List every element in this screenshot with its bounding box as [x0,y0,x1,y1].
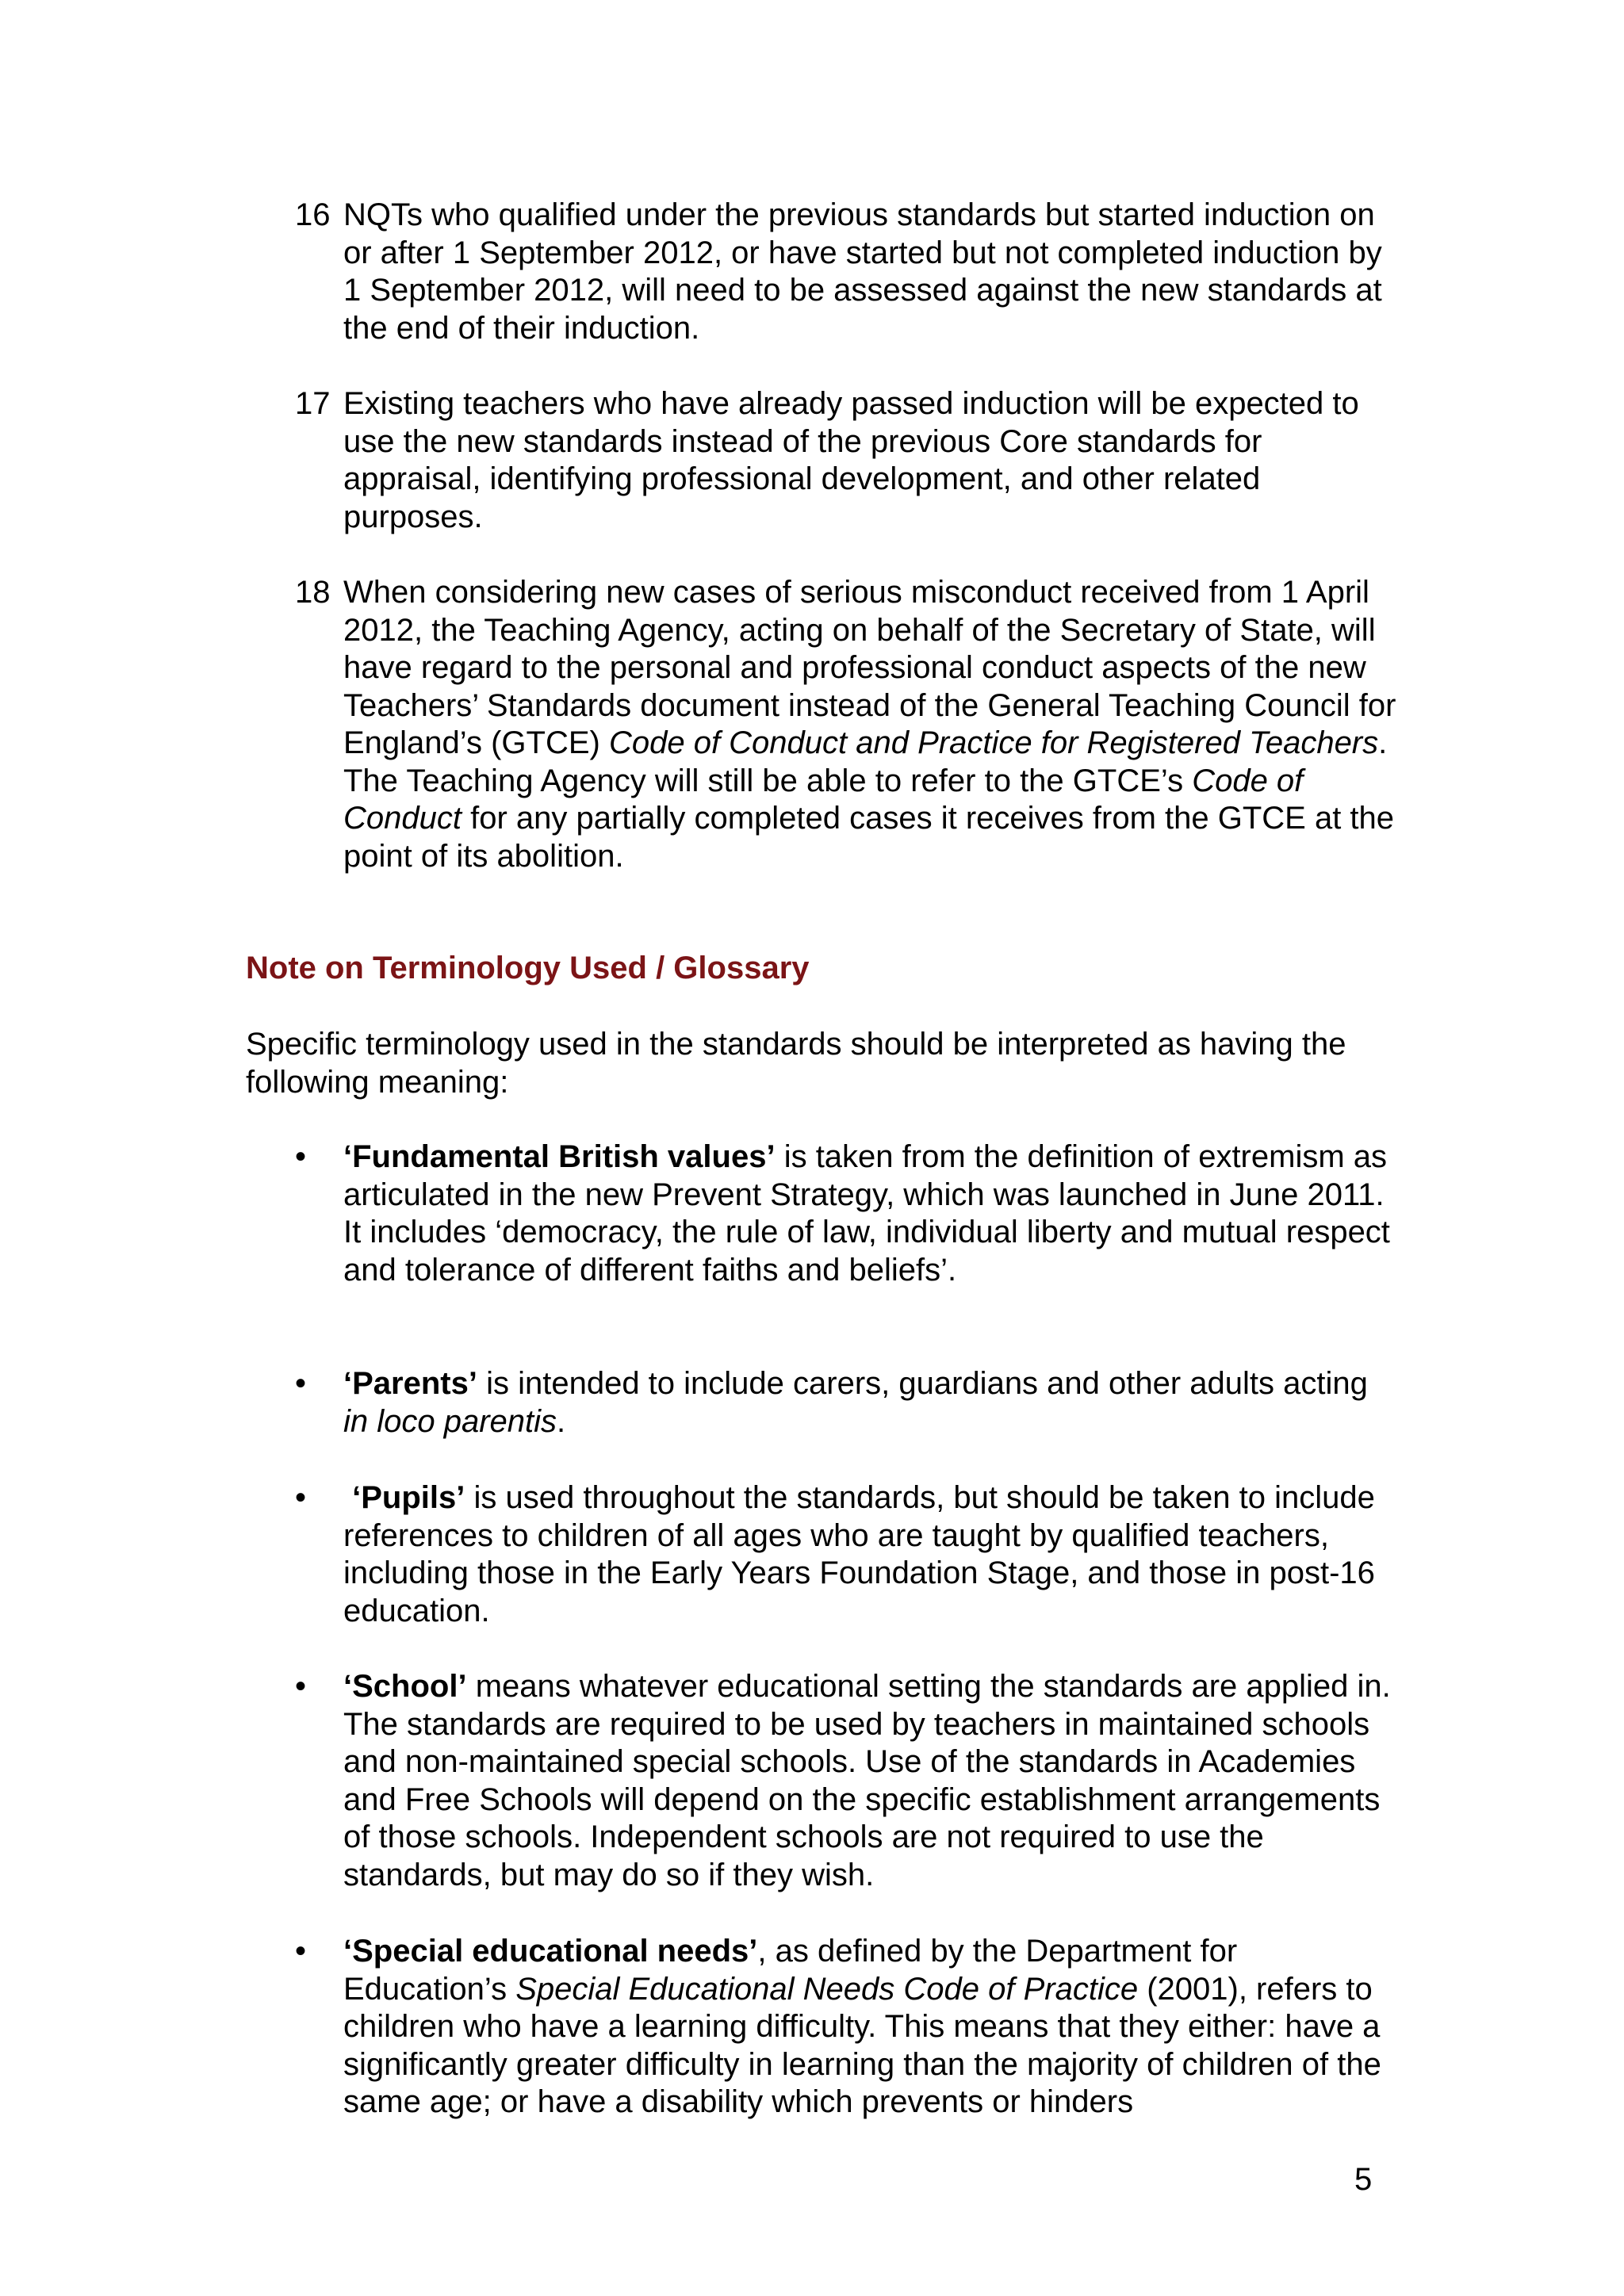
code-of-conduct-and-practice-title: Code of Conduct and Practice for Registered Teachers [608,725,1379,760]
glossary-definition: means whatever educational setting the standards are applied in. The standards are required to be used by teachers in maintained schools and non-maintained special schools. Use of the standards in Academies and Free Schools will depend on the specific establishment arrangements of those schools. Independent schools are not required to use the standards, but may do so if they wish. [343,1669,1391,1892]
glossary-definition: is taken from the definition of extremism as articulated in the new Prevent Strategy, which was launched in June 2011. It includes ‘democracy, the rule of law, individual liberty and mutual respect and tolerance of different faiths and beliefs’. [343,1139,1390,1288]
glossary-definition: is intended to include carers, guardians and other adults acting [477,1366,1368,1401]
glossary-term: ‘Fundamental British values’ [343,1139,776,1174]
glossary-term: ‘School’ [343,1669,467,1704]
glossary-entry-pupils [343,1479,1398,1630]
glossary-definition-end: (2001), refers to children who have a learning difficulty. This means that they either: have a significantly greater difficulty in learning than the majority of children of the same age; or have a disability which prevents or hinders [343,1971,1381,2119]
code-of-conduct-title: Code of Conduct [343,763,1304,836]
glossary-entry-special-educational-needs [343,1933,1398,2122]
bullet-icon: • [295,1480,307,1515]
glossary-entry-school [343,1668,1398,1894]
bullet-icon: • [295,1669,307,1704]
bullet-icon: • [295,1139,307,1174]
item-18-text-part-1: When considering new cases of serious misconduct received from 1 April 2012, the Teaching Agency, acting on behalf of the Secretary of State, will have regard to the personal and professional conduct aspects of the new Teachers’ Standards document instead of the General Teaching Council for England’s (GTCE) [343,575,1396,760]
glossary-term: ‘Special educational needs’ [343,1934,758,1969]
glossary-italic-phrase: in loco parentis [343,1403,557,1439]
glossary-entry-fundamental-british-values [343,1138,1398,1289]
glossary-term: ‘Parents’ [343,1366,477,1401]
bullet-icon: • [295,1934,307,1969]
item-18-text [343,574,1398,875]
item-18-text-part-3: for any partially completed cases it receives from the GTCE at the point of its abolition. [343,801,1395,874]
bullet-icon: • [295,1366,307,1401]
item-number-18: 18 [295,575,331,610]
item-18-text-part-2: . The Teaching Agency will still be able to refer to the GTCE’s [343,725,1388,798]
glossary-definition: , as defined by the Department for Education’s [343,1934,1238,2007]
glossary-entry-parents [343,1365,1398,1441]
item-16-text: NQTs who qualified under the previous standards but started induction on or after 1 September 2012, or have started but not completed induction by 1 September 2012, will need to be assessed against the new standards at the end of their induction. [343,197,1382,346]
glossary-intro: Specific terminology used in the standards should be interpreted as having the following meaning: [246,1027,1346,1100]
item-number-16: 16 [295,197,331,232]
glossary-term: ‘Pupils’ [343,1480,465,1515]
glossary-definition: is used throughout the standards, but should be taken to include references to children of all ages who are taught by qualified teachers, including those in the Early Years Foundation Stage, and those in post-16 education. [343,1480,1385,1628]
glossary-definition-end: . [557,1403,566,1439]
item-number-17: 17 [295,386,331,421]
glossary-heading: Note on Terminology Used / Glossary [246,951,810,985]
item-17-text: Existing teachers who have already passed induction will be expected to use the new standards instead of the previous Core standards for appraisal, identifying professional development, and other related purposes. [343,386,1359,534]
page-number: 5 [1354,2162,1373,2197]
sen-code-of-practice-title: Special Educational Needs Code of Practice [515,1971,1139,2007]
